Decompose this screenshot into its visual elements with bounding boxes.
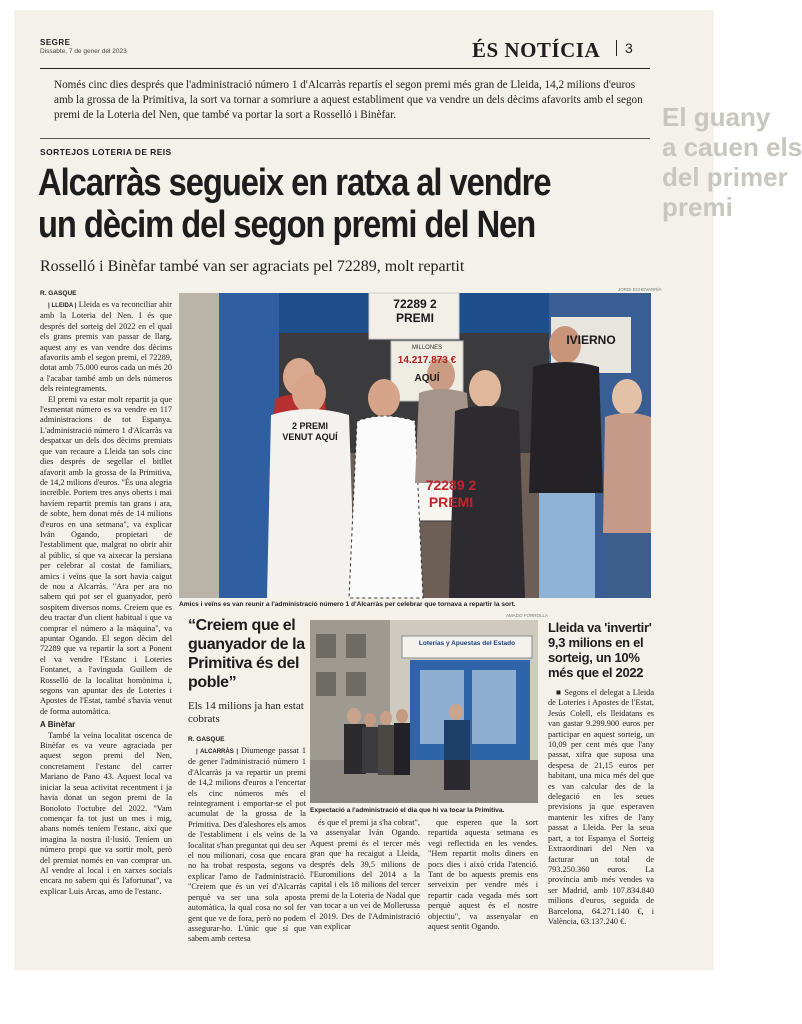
masthead [40, 38, 127, 55]
shirt-text: 2 PREMI VENUT AQUÍ [282, 421, 338, 442]
square-bullet-icon: ■ [556, 688, 562, 697]
issue-date: Dissabte, 7 de gener del 2023 [40, 48, 127, 55]
article-author: R. GASQUE [40, 290, 77, 297]
sidebar-body-col1: | ALCARRÀS | Diumenge passat 1 de gener l'administració número 1 d'Alcarràs ja va repartir un premi de 14,2 milions d'euros a l'encertar els cinc números més el reintegrament i emportar-se el pot acumulat de la grossa de la Primitiva. Des d'aleshores els amos de l'establiment i els veïns de la localitat s'han preguntat qui deu ser el nou milionari, cosa que encara no ha trobat resposta, segons va explicar l'amo de l'administració. "Creiem que és un veí d'Alcarràs perquè va ser una sola aposta automàtica, la qual cosa no sol fer gent que ve de fora, però no podem assegurar-ho. L'únic que sí que sabem amb certesa [188, 746, 306, 944]
header-rule [40, 68, 650, 69]
article-subheadline: Rosselló i Binèfar també van ser agraciats pel 72289, molt repartit [40, 258, 465, 275]
box-body: ■ Segons el delegat a Lleida de Loteries i Apostes de l'Estat, Jesús Colell, els lleidatans es van gastar 9.299.900 euros per participar en aquest sorteig, un 10,09 per cent més que l'any passat, xifra que suposa una despesa de 21,15 euros per habitant, una mica més del que es van calcular des de la delegació en les seues previsions ja que esperaven mantenir les xifres de l'any passat a Lleida. Per la seua part, a tot Espanya el Sorteig Extraordinari del Nen va facturar un total de 793.250.360 euros. La província amb més vendes va ser Madrid, amb 107.834.840 milions d'euros, seguida de Barcelona, 64.271.140 €, i València, 63.137.240 €. [548, 688, 655, 926]
shop-photo [310, 620, 538, 803]
sign-millions: 14.217.873 € [397, 355, 457, 366]
dateline: | LLEIDA | [48, 303, 77, 309]
sign-aqui: AQUÍ [414, 373, 440, 384]
article-subtitle: A Binèfar [40, 720, 76, 730]
small-photo-caption: Expectació a l'administració el dia que hi va tocar la Primitiva. [310, 807, 505, 814]
photo-credit-small: AMADO FORROLLA [506, 613, 549, 618]
poster-text: IVIERNO [566, 333, 616, 347]
sign-millions-label: MILLONES [411, 345, 443, 351]
lead-rule [40, 138, 650, 139]
photo-credit-main: JORDI ECHEVARRÍA [618, 287, 662, 292]
shop-sign: Loterías y Apuestas del Estado [418, 640, 516, 647]
section-title: ÉS NOTÍCIA [472, 38, 601, 62]
newspaper-brand: SEGRE [40, 38, 71, 47]
sign-top: 72289 2 PREMI [393, 297, 437, 325]
box-headline: Lleida va 'invertir' 9,3 milions en el sorteig, un 10% més que el 2022 [548, 620, 652, 680]
sidebar-headline: “Creiem que el guanyador de la Primitiva és del poble” [188, 617, 305, 691]
celebration-photo [179, 293, 651, 598]
sidebar-body-col3: que esperen que la sort repartida aquesta setmana es vegi reflectida en les vendes. "Hem repartit molts diners en pocs dies i això crida l'atenció. Tant de bo aquests premis ens serveixin per vendre més i repartir cada vegada més sort perquè aquest és el nostre objectiu", va assenyalar en aquest sentit Ogando. [428, 818, 538, 932]
main-photo-caption: Amics i veïns es van reunir a l'administració número 1 d'Alcarràs per celebrar que tornava a repartir la sort. [179, 601, 516, 608]
article-kicker: SORTEJOS LOTERIA DE REIS [40, 147, 172, 157]
bleed-through-text: El guany a cauen els del primer premi [662, 102, 802, 222]
sign-held: 72289 2 PREMI [425, 477, 477, 510]
sidebar-body-col2: és que el premi ja s'ha cobrat", va assenyalar Iván Ogando. Aquest premi és el tercer més gran que ha recaigut a Lleida, després dels 39,5 milions de l'Euromilions del 2014 a la capital i els 18 milions del tercer premi de la Loteria de Nadal que van tocar a un veí de Mollerussa el 2019. Des de l'Administració van explicar [310, 818, 420, 932]
lead-paragraph: Només cinc dies després que l'administració número 1 d'Alcarràs repartís el segon premi més gran de Lleida, 14,2 milions d'euros amb la grossa de la Primitiva, la sort va tornar a somriure a aquest establiment que va vendre un dels dècims afavorits amb el segon premi de la Loteria del Nen, que també va portar la sort a Rosselló i Binèfar. [54, 79, 643, 121]
newspaper-page [14, 10, 802, 970]
sidebar-author: R. GASQUE [188, 736, 225, 743]
article-body: | LLEIDA | Lleida es va reconciliar ahir amb la Loteria del Nen. I és que després del sorteig del 2022 en el qual els grans premis van passar de llarg, aquest any es van vendre dos dècims afavorits amb el segon premi, el 72289, dotat amb 75.000 euros cada un més 20 a l'acabar també amb un dels números dels reintegraments. El premi va estar molt repartit ja que l'esmentat número es va vendre en 117 administracions de tot Espanya. L'administració número 1 d'Alcarràs va despatxar un dels dos dècims premiats que van recaure a Lleida tan sols cinc dies després de segellar el bitllet afavorit amb la grossa de la Primitiva, de 14,2 milions d'euros. "És una alegria increïble. Portem tres anys oberts i mai havíem repartit premis tan grans i ara, de sobte, hem donat més de 14 milions d'euros en una setmana", va explicar Iván Ogando, propietari de l'establiment que, malgrat no obrir ahir al públic, sí que va aixecar la persiana per celebrar al costat de familiars, amics i veïns que la sort havia caigut de nou a Alcarràs. "Ara per ara no sabem qui pot ser el guanyador, però sospitem diversos noms. Creiem que es deu tractar d'un client habitual i que va comprar el número a la màquina", va apuntar Ogando. El segon dècim del 72289 que va repartir la sort a Ponent el va vendre l'Estanc i Loteries Fontanet, a l'avinguda Guillem de Rosselló de la localitat homònima i, segons van apuntar des de Loteries i Apostes de l'Estat, també s'havia venut de forma automàtica. A Binèfar També la veïna localitat oscenca de Binèfar es va veure agraciada per aquest segon premi del Nen, concretament l'estanc del carrer Mariano de Pano 43. Aquest local va iniciar la seua activitat recentment i ja havia donat un segon premi de la Bonoloto l'octubre del 2022. "Vam començar fa tot just un mes i mig, abans només teníem l'estanc, així que imagina la nostra il·lusió. Teníem un número propi que va sortir molt, però del premiat només en van comprar un. Al vendre al local i en xarxes socials encara no sabem qui és l'afortunat", va explicar Luis Arcas, amo de l'estanc. [40, 300, 172, 896]
sidebar-subheadline: Els 14 milions ja han estat cobrats [188, 700, 304, 725]
article-headline: Alcarràs segueix en ratxa al vendre un dècim del segon premi del Nen [38, 162, 551, 246]
sidebar-dateline: | ALCARRÀS | [196, 749, 239, 755]
page-number: 3 [616, 40, 633, 56]
